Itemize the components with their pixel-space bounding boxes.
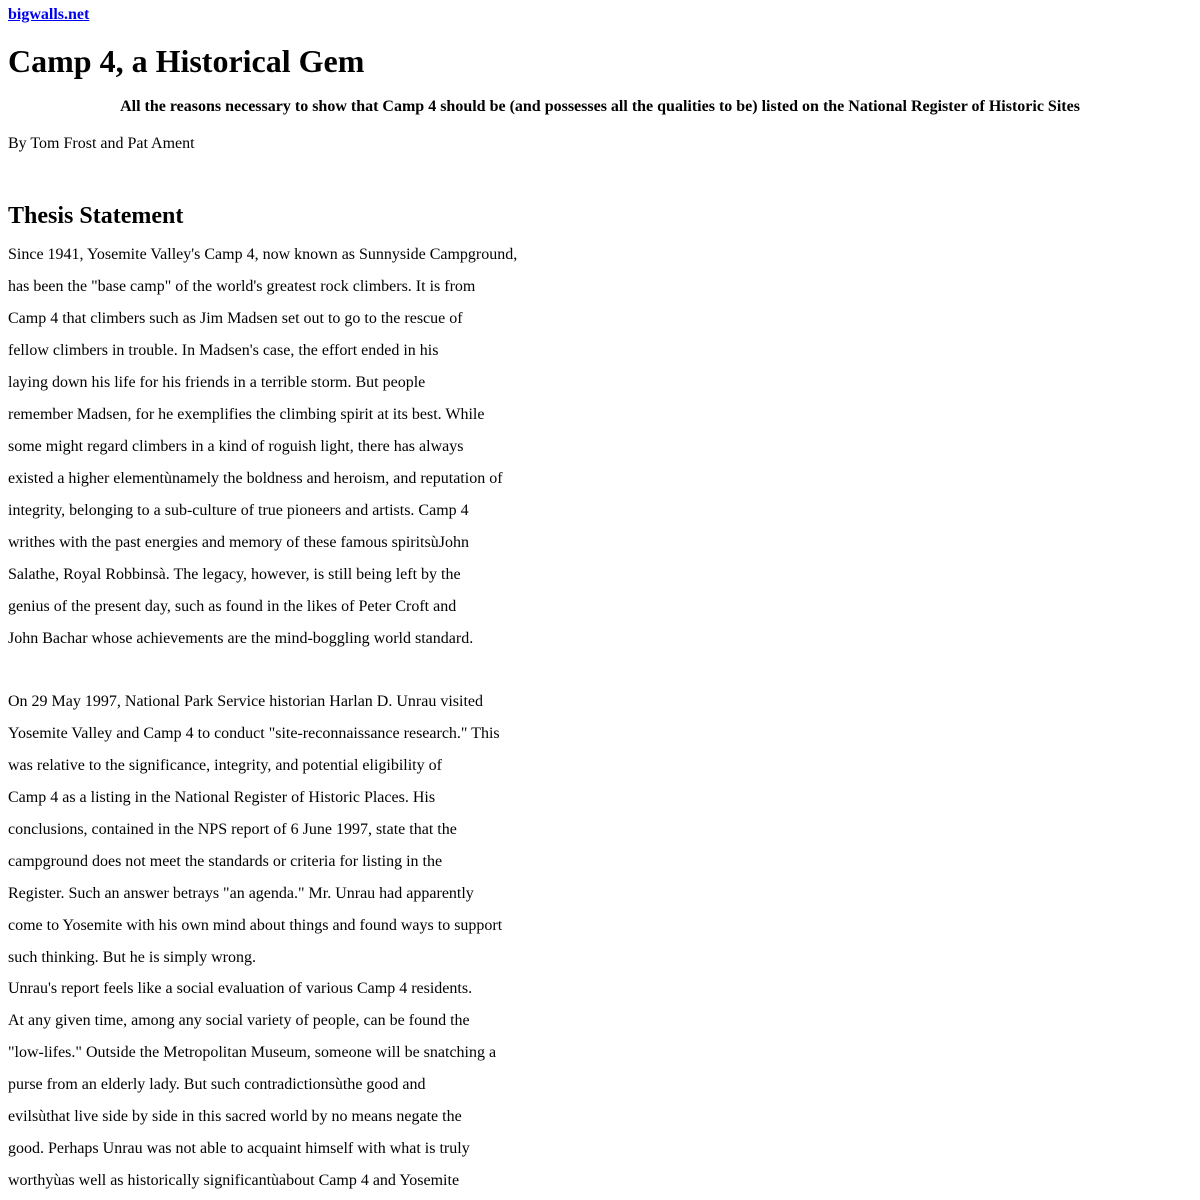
text-line: "low-lifes." Outside the Metropolitan Museum, someone will be snatching a: [8, 1044, 497, 1061]
text-line: worthyùas well as historically significantùabout Camp 4 and Yosemite: [8, 1172, 460, 1189]
text-line: Camp 4 as a listing in the National Register of Historic Places. His: [8, 789, 436, 806]
text-line: was relative to the significance, integrity, and potential eligibility of: [8, 757, 442, 774]
text-line: conclusions, contained in the NPS report of 6 June 1997, state that the: [8, 821, 457, 838]
text-line: such thinking. But he is simply wrong.: [8, 949, 256, 966]
text-line: genius of the present day, such as found in the likes of Peter Croft and: [8, 598, 457, 615]
text-line: Yosemite Valley and Camp 4 to conduct "site-reconnaissance research." This: [8, 725, 500, 742]
text-line: Unrau's report feels like a social evaluation of various Camp 4 residents.: [8, 980, 473, 997]
text-line: evilsùthat live side by side in this sacred world by no means negate the: [8, 1108, 462, 1125]
text-line: At any given time, among any social variety of people, can be found the: [8, 1012, 470, 1029]
page-title: Camp 4, a Historical Gem: [8, 43, 365, 79]
text-line: On 29 May 1997, National Park Service historian Harlan D. Unrau visited: [8, 693, 484, 710]
text-line: purse from an elderly lady. But such contradictionsùthe good and: [8, 1076, 426, 1093]
text-line: remember Madsen, for he exemplifies the climbing spirit at its best. While: [8, 406, 485, 423]
article-byline: By Tom Frost and Pat Ament: [8, 135, 195, 152]
text-line: John Bachar whose achievements are the mind-boggling world standard.: [8, 630, 474, 647]
text-line: come to Yosemite with his own mind about things and found ways to support: [8, 917, 503, 934]
text-line: existed a higher elementùnamely the boldness and heroism, and reputation of: [8, 470, 503, 487]
text-line: Since 1941, Yosemite Valley's Camp 4, now known as Sunnyside Campground,: [8, 246, 518, 263]
text-line: fellow climbers in trouble. In Madsen's case, the effort ended in his: [8, 342, 439, 359]
section-heading-thesis: Thesis Statement: [8, 203, 184, 229]
article-subtitle: All the reasons necessary to show that Camp 4 should be (and possesses all the qualities to be) listed on the National Register of Historic Sites: [120, 98, 1080, 115]
text-line: Salathe, Royal Robbinsà. The legacy, however, is still being left by the: [8, 566, 461, 583]
site-home-link[interactable]: bigwalls.net: [8, 6, 90, 23]
text-line: has been the "base camp" of the world's greatest rock climbers. It is from: [8, 278, 476, 295]
text-line: laying down his life for his friends in a terrible storm. But people: [8, 374, 426, 391]
text-line: writhes with the past energies and memory of these famous spiritsùJohn: [8, 534, 469, 551]
text-line: Register. Such an answer betrays "an agenda." Mr. Unrau had apparently: [8, 885, 474, 902]
text-line: integrity, belonging to a sub-culture of true pioneers and artists. Camp 4: [8, 502, 469, 519]
text-line: campground does not meet the standards or criteria for listing in the: [8, 853, 443, 870]
text-line: Camp 4 that climbers such as Jim Madsen set out to go to the rescue of: [8, 310, 463, 327]
text-line: good. Perhaps Unrau was not able to acquaint himself with what is truly: [8, 1140, 470, 1157]
text-line: some might regard climbers in a kind of roguish light, there has always: [8, 438, 464, 455]
